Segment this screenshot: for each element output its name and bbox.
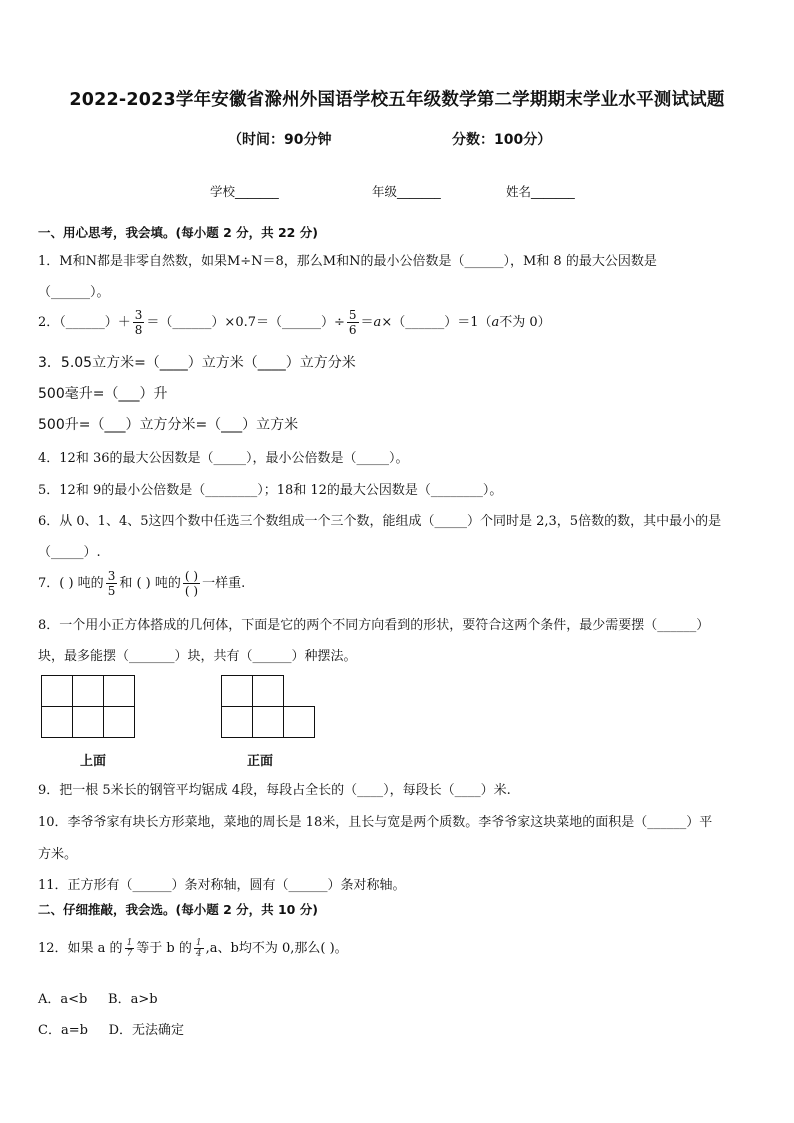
q2-part-e: 不为 0） xyxy=(499,315,551,330)
denominator: 7 xyxy=(126,949,133,959)
q12-part-b: 等于 b 的 xyxy=(136,941,192,956)
square xyxy=(252,706,284,738)
q7-part-c: 一样重. xyxy=(202,576,246,591)
square xyxy=(221,675,253,707)
q7-part-a: 7．( ) 吨的 xyxy=(38,576,104,591)
fraction xyxy=(125,938,135,959)
square xyxy=(103,706,135,738)
question-6: 6．从 0、1、4、5这四个数中任选三个数组成一个三个数，能组成（_____）个同时是 2,3，5倍数的数，其中最小的是 xyxy=(38,514,722,529)
fraction xyxy=(106,569,118,598)
question-10-continued: 方米。 xyxy=(38,847,78,862)
question-6-continued: （_____）. xyxy=(38,545,101,560)
page-title: 2022-2023学年安徽省滁州外国语学校五年级数学第二学期期末学业水平测试试题 xyxy=(69,90,725,110)
numerator: ( ) xyxy=(184,569,199,583)
question-10: 10．李爷爷家有块长方形菜地，菜地的周长是 18米，且长与宽是两个质数。李爷爷家这块菜地的面积是（______）平 xyxy=(38,815,713,830)
fraction xyxy=(133,308,145,337)
denominator: 6 xyxy=(348,323,357,337)
square xyxy=(41,706,73,738)
question-7 xyxy=(38,569,245,598)
denominator: 5 xyxy=(107,584,116,598)
numerator: 3 xyxy=(134,308,143,322)
question-11: 11．正方形有（______）条对称轴，圆有（______）条对称轴。 xyxy=(38,878,406,893)
fraction-blank xyxy=(183,569,200,598)
name-field: 姓名_______ xyxy=(506,184,575,199)
square xyxy=(221,706,253,738)
variable-a: a xyxy=(373,315,382,330)
q12-part-c: ,a、b均不为 0,那么( )。 xyxy=(205,941,348,956)
square xyxy=(72,675,104,707)
q12-part-a: 12．如果 a 的 xyxy=(38,941,123,956)
score-label: 分数：100分） xyxy=(452,132,552,148)
q2-part-c: ＝ xyxy=(360,315,374,330)
question-4: 4．12和 36的最大公因数是（_____），最小公倍数是（_____）。 xyxy=(38,451,409,466)
question-8: 8．一个用小正方体搭成的几何体，下面是它的两个不同方向看到的形状，要符合这两个条件，最少需要摆（______） xyxy=(38,618,710,633)
square xyxy=(283,706,315,738)
grade-field: 年级_______ xyxy=(372,184,441,199)
denominator: 4 xyxy=(195,949,202,959)
question-9: 9．把一根 5米长的钢管平均锯成 4段，每段占全长的（____），每段长（____）米. xyxy=(38,783,511,798)
q2-part-a: 2．（______）＋ xyxy=(38,315,131,330)
front-view-caption: 正面 xyxy=(247,754,274,769)
section-heading: 一、用心思考，我会填。(每小题 2 分，共 22 分) xyxy=(38,225,318,240)
square xyxy=(252,675,284,707)
denominator: ( ) xyxy=(184,584,199,598)
variable-a: a xyxy=(491,315,500,330)
question-12 xyxy=(38,937,348,959)
fraction xyxy=(347,308,359,337)
school-field: 学校_______ xyxy=(210,184,279,199)
square xyxy=(41,675,73,707)
q2-part-b: ＝（______）×0.7＝（______）÷ xyxy=(146,315,345,330)
time-label: （时间：90分钟 xyxy=(228,132,332,148)
question-1: 1．M和N都是非零自然数，如果M÷N＝8，那么M和N的最小公倍数是（______），M和 8 的最大公因数是 xyxy=(38,254,657,269)
question-12-options-cd: C．a=b D．无法确定 xyxy=(38,1023,184,1038)
top-view-caption: 上面 xyxy=(80,754,107,769)
numerator: 1 xyxy=(126,938,133,948)
numerator: 3 xyxy=(107,569,116,583)
question-3-line-2: 500毫升=（___）升 xyxy=(38,386,168,402)
question-5: 5．12和 9的最小公倍数是（________）；18和 12的最大公因数是（________）。 xyxy=(38,483,503,498)
square xyxy=(72,706,104,738)
question-3-line-3: 500升=（___）立方分米=（___）立方米 xyxy=(38,417,299,433)
question-1-continued: （______）。 xyxy=(38,285,110,300)
q7-part-b: 和 ( ) 吨的 xyxy=(119,576,181,591)
q2-part-d: ×（______）＝1（ xyxy=(381,315,492,330)
square xyxy=(103,675,135,707)
fraction xyxy=(194,938,204,959)
question-8-continued: 块，最多能摆（_______）块，共有（______）种摆法。 xyxy=(38,649,357,664)
question-12-options-ab: A．a<b B．a>b xyxy=(38,992,158,1007)
numerator: 1 xyxy=(195,938,202,948)
numerator: 5 xyxy=(348,308,357,322)
denominator: 8 xyxy=(134,323,143,337)
question-3: 3．5.05立方米=（____）立方米（____）立方分米 xyxy=(38,355,356,371)
section-heading: 二、仔细推敲，我会选。(每小题 2 分，共 10 分) xyxy=(38,902,318,917)
question-2 xyxy=(38,308,551,337)
